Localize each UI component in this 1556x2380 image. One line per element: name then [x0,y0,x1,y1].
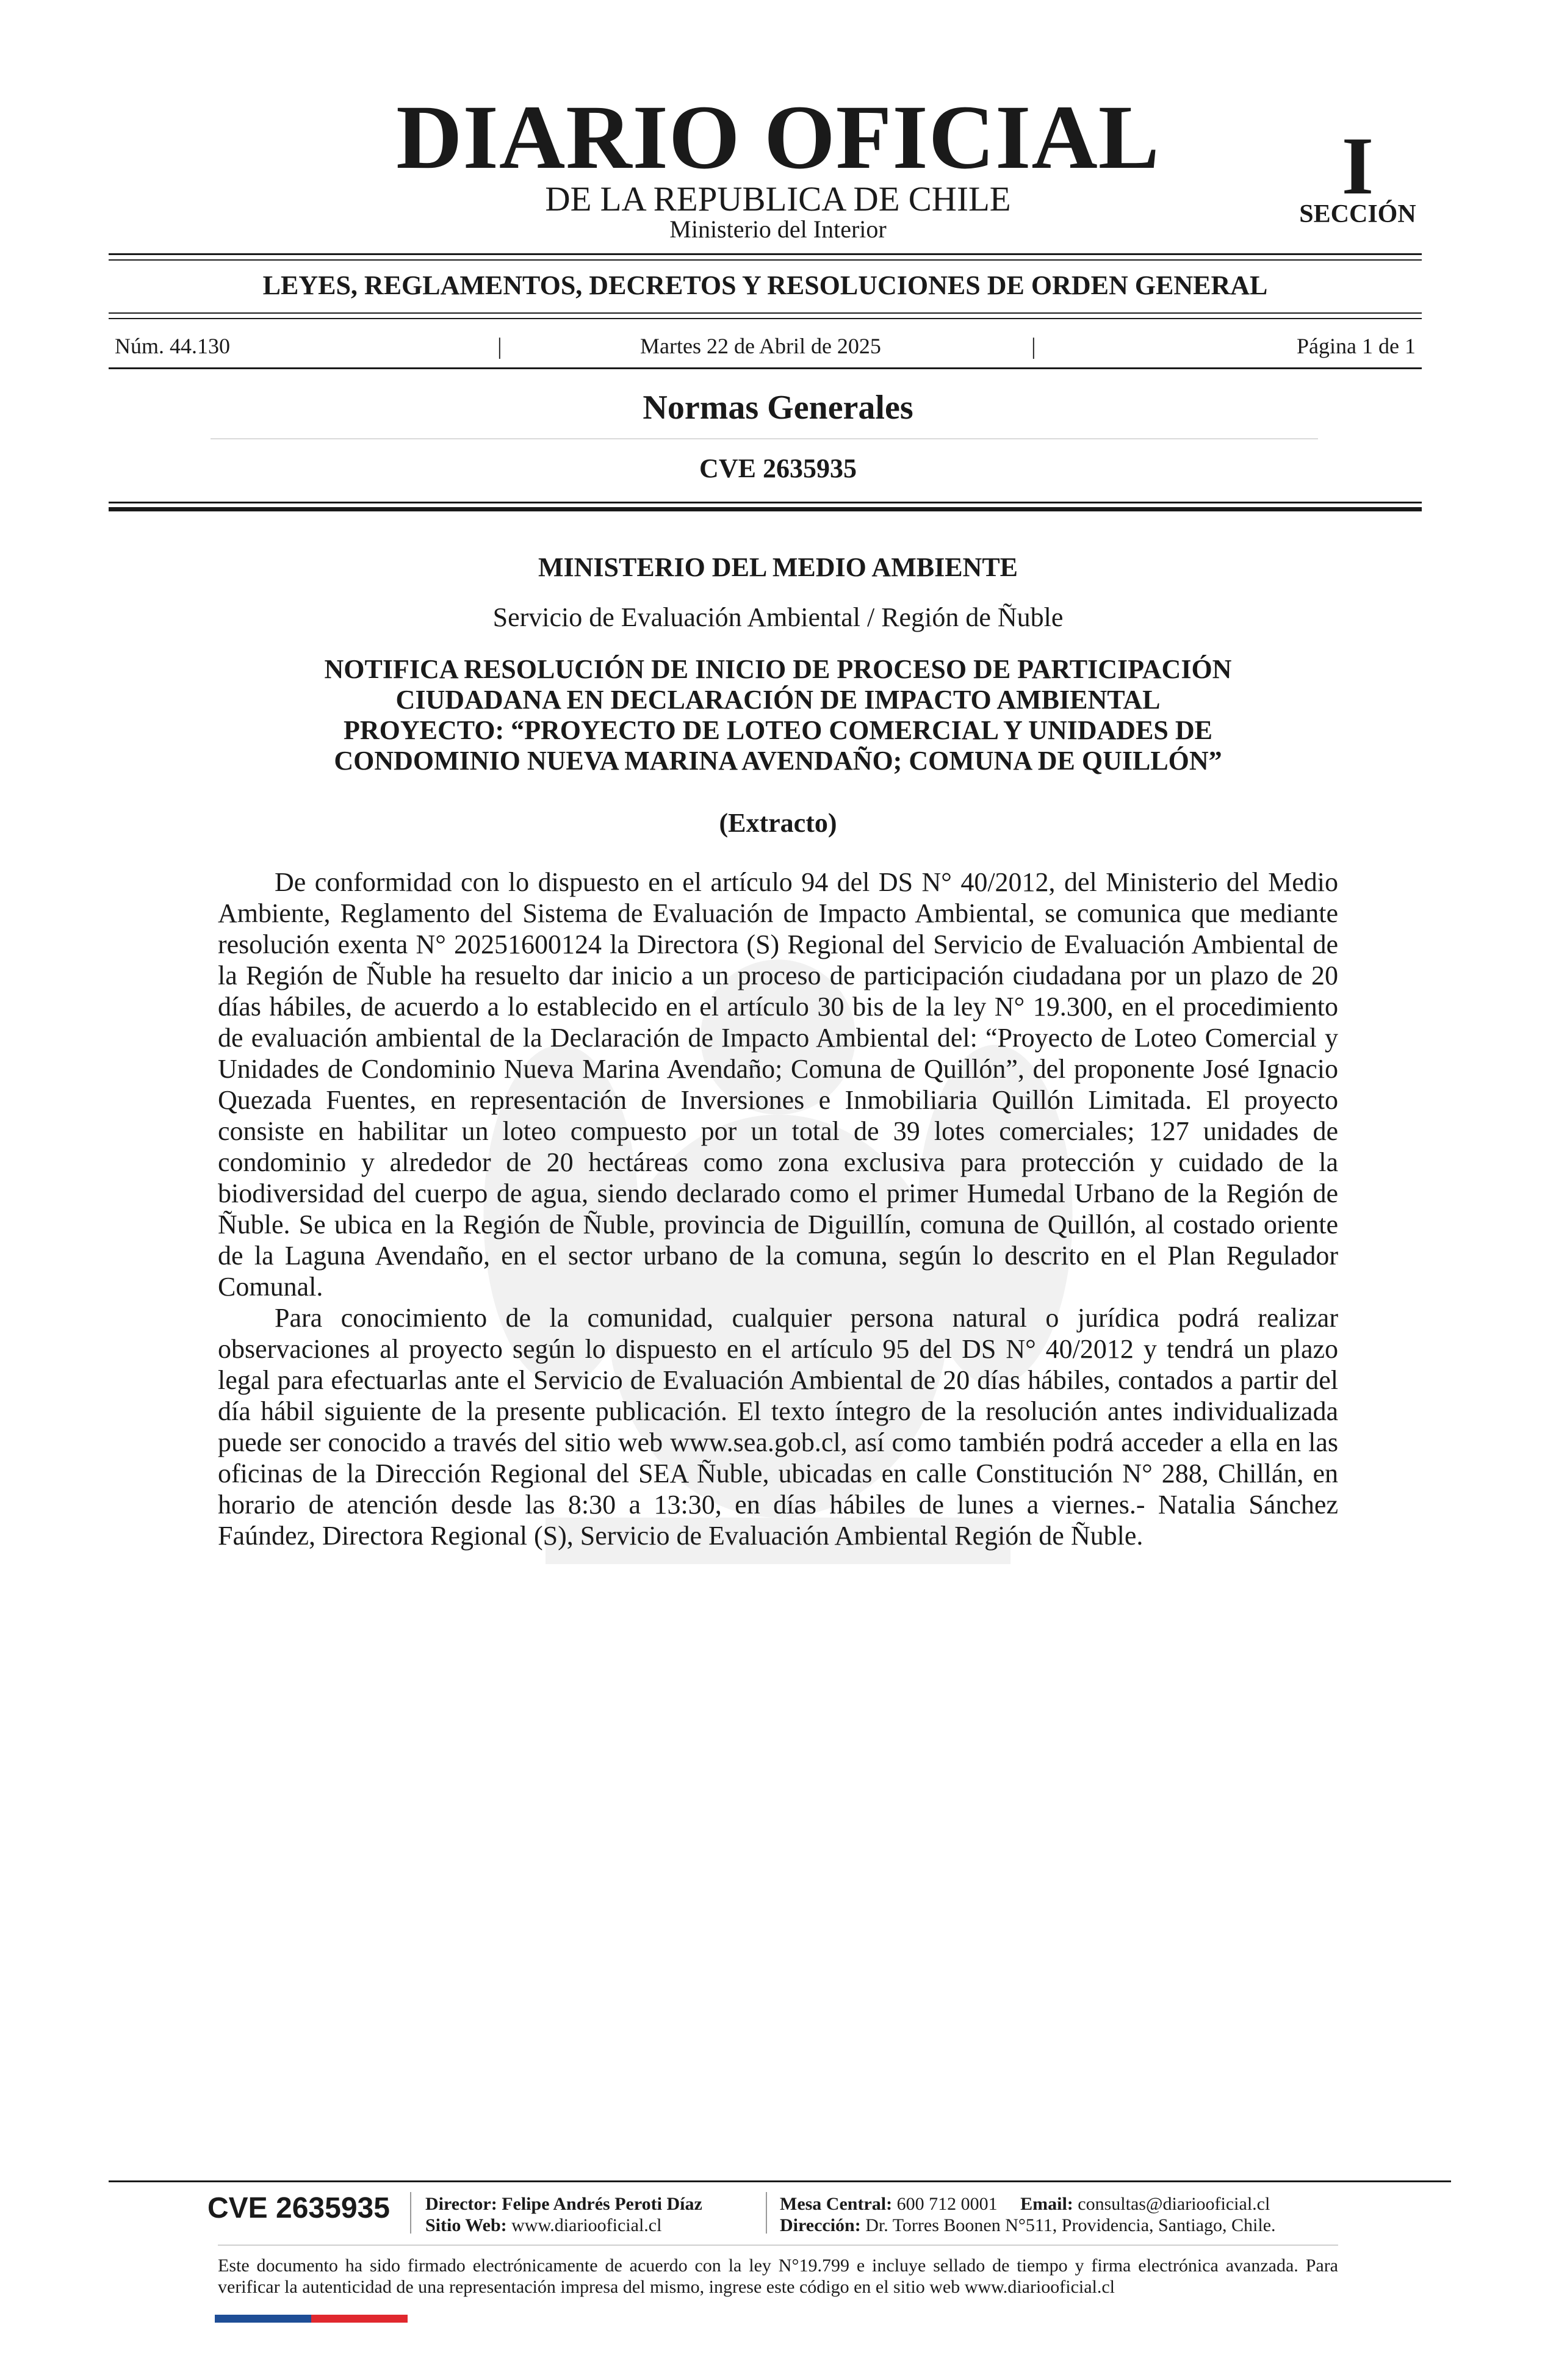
address-label: Dirección: [780,2215,861,2235]
banner-rule-bottom [109,318,1422,319]
masthead-subtitle: DE LA REPUBLICA DE CHILE [545,180,1011,218]
flag-stripe-red [311,2315,408,2323]
issue-separator: | [497,334,502,359]
issue-rule [109,367,1422,369]
website-label: Sitio Web: [425,2215,507,2235]
body-paragraph: De conformidad con lo dispuesto en el artículo 94 del DS N° 40/2012, del Ministerio del Medio Ambiente, Reglamento del Sistema de Evaluación de Impacto Ambiental, se comunica que mediante resolución exenta N° 20251600124 la Directora (S) Regional del Servicio de Evaluación Ambiental de la Región de Ñuble ha resuelto dar inicio a un proceso de participación ciudadana por un plazo de 20 días hábiles, de acuerdo a lo establecido en el artículo 30 bis de la ley N° 19.300, en el procedimiento de evaluación ambiental de la Declaración de Impacto Ambiental del: “Proyecto de Loteo Comercial y Unidades de Condominio Nueva Marina Avendaño; Comuna de Quillón”, del proponente José Ignacio Quezada Fuentes, en representación de Inversiones e Inmobiliaria Quillón Limitada. El proyecto consiste en habilitar un loteo compuesto por un total de 39 lotes comerciales; 127 unidades de condominio y alrededor de 20 hectáreas como zona exclusiva para protección y cuidado de la biodiversidad del cuerpo de agua, siendo declarado como el primer Humedal Urbano de la Región de Ñuble. Se ubica en la Región de Ñuble, provincia de Diguillín, comuna de Quillón, al costado oriente de la Laguna Avendaño, en el sector urbano de la comuna, según lo descrito en el Plan Regulador Comunal. [218,867,1338,1302]
footer-cve: CVE 2635935 [207,2192,390,2224]
phone-number: 600 712 0001 [896,2194,998,2214]
body-paragraph: Para conocimiento de la comunidad, cualquier persona natural o jurídica podrá realizar observaciones al proyecto según lo dispuesto en el artículo 95 del DS N° 40/2012 y tendrá un plazo legal para efectuarlas ante el Servicio de Evaluación Ambiental de 20 días hábiles, contados a partir del día hábil siguiente de la presente publicación. El texto íntegro de la resolución antes individualizada puede ser conocido a través del sitio web www.sea.gob.cl, así como también podrá acceder a ella en las oficinas de la Dirección Regional del SEA Ñuble, ubicadas en calle Constitución N° 288, Chillán, en horario de atención desde las 8:30 a 13:30, en días hábiles de lunes a viernes.- Natalia Sánchez Faúndez, Directora Regional (S), Servicio de Evaluación Ambiental Región de Ñuble. [218,1303,1338,1551]
flag-stripe-blue [215,2315,311,2323]
footer-notice: Este documento ha sido firmado electrónicamente de acuerdo con la ley N°19.799 e incluye sellado de tiempo y firma electrónica avanzada. Para verificar la autenticidad de una representación impresa del mismo, ingrese este código en el sitio web www.diariooficial.cl [218,2256,1338,2297]
footer-thin-rule [218,2245,1338,2246]
cve-code: CVE 2635935 [699,453,857,483]
document-service: Servicio de Evaluación Ambiental / Región de Ñuble [492,602,1064,632]
section-heading: Normas Generales [643,389,913,427]
document-ministry: MINISTERIO DEL MEDIO AMBIENTE [538,552,1018,582]
section-label: SECCIÓN [1299,200,1416,228]
masthead-rule-second [109,259,1422,261]
address-text: Dr. Torres Boonen N°511, Providencia, Santiago, Chile. [865,2215,1276,2235]
document-title-line: PROYECTO: “PROYECTO DE LOTEO COMERCIAL Y UNIDADES DE [343,715,1213,745]
extract-label: (Extracto) [719,808,837,838]
document-body [218,867,1338,1551]
director-name: Felipe Andrés Peroti Díaz [502,2194,702,2214]
footer-director-block [425,2193,702,2236]
phone-label: Mesa Central: [780,2194,893,2214]
section-banner: LEYES, REGLAMENTOS, DECRETOS Y RESOLUCIONES DE ORDEN GENERAL [262,270,1268,300]
cve-rule-top [109,502,1422,503]
email-link[interactable]: consultas@diariooficial.cl [1078,2194,1270,2214]
document-title-line: NOTIFICA RESOLUCIÓN DE INICIO DE PROCESO DE PARTICIPACIÓN [324,654,1232,684]
document-title-line: CIUDADANA EN DECLARACIÓN DE IMPACTO AMBIENTAL [395,685,1161,715]
banner-rule-top [109,312,1422,314]
masthead-rule-top [109,253,1422,255]
document-title-line: CONDOMINIO NUEVA MARINA AVENDAÑO; COMUNA DE QUILLÓN” [334,746,1222,776]
footer-divider [410,2192,411,2234]
director-label: Director: [425,2194,497,2214]
cve-rule-thick [109,507,1422,511]
footer-divider [766,2192,767,2234]
email-label: Email: [1020,2194,1073,2214]
issue-number: Núm. 44.130 [115,334,230,358]
footer-contact-block [780,2193,1276,2236]
masthead-ministry: Ministerio del Interior [669,215,887,243]
footer-rule [109,2180,1451,2182]
issue-page: Página 1 de 1 [1297,334,1416,358]
masthead-title: DIARIO OFICIAL [396,87,1160,188]
issue-date: Martes 22 de Abril de 2025 [640,334,881,358]
section-number: I [1341,121,1374,212]
heading-divider [211,438,1318,439]
website-link[interactable]: www.diariooficial.cl [511,2215,662,2235]
issue-separator: | [1031,334,1036,359]
document-title [220,654,1336,776]
